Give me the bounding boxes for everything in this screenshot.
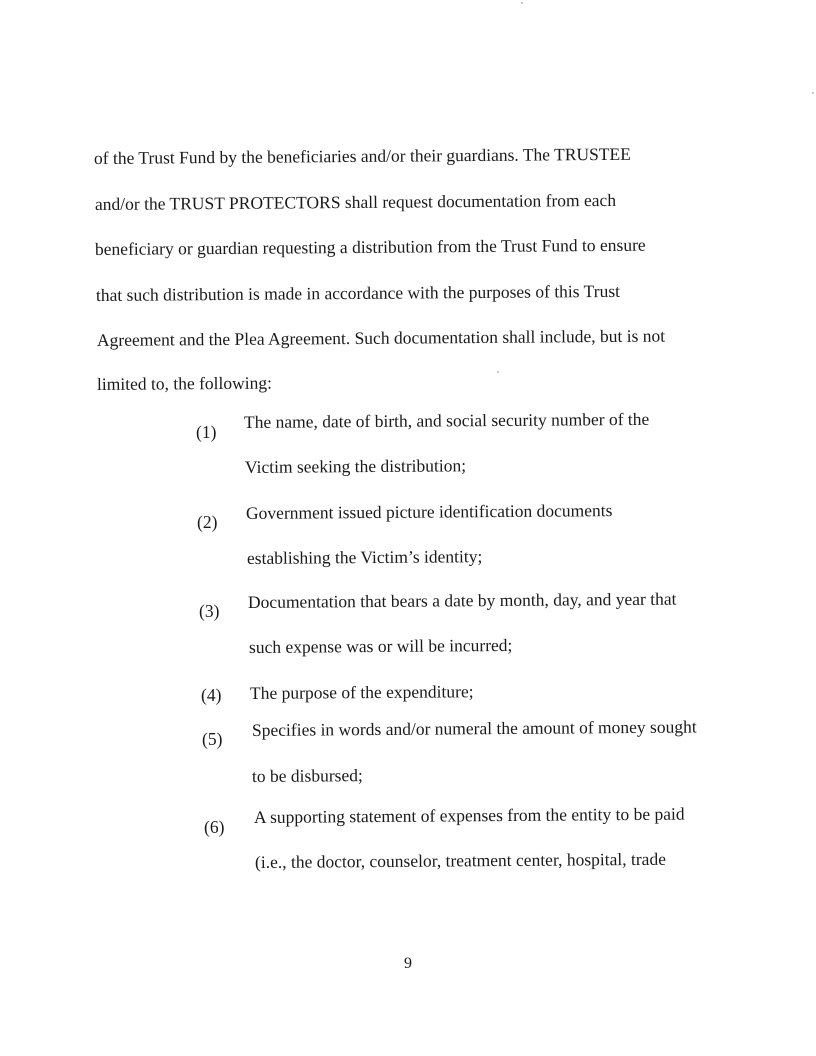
- list-item-number: (4): [201, 685, 222, 705]
- list-item-line: Specifies in words and/or numeral the amount of money sought: [251, 716, 697, 740]
- scan-speck: [521, 2, 523, 4]
- list-item-line: establishing the Victim’s identity;: [246, 546, 483, 568]
- body-line: and/or the TRUST PROTECTORS shall request documentation from each: [94, 189, 617, 214]
- list-item-number: (2): [197, 512, 218, 532]
- body-line: limited to, the following:: [96, 372, 273, 394]
- list-item-number: (6): [204, 817, 225, 837]
- list-item-line: The name, date of birth, and social security number of the: [243, 408, 650, 432]
- list-item-line: (i.e., the doctor, counselor, treatment center, hospital, trade: [254, 848, 666, 872]
- body-line: of the Trust Fund by the beneficiaries and/or their guardians. The TRUSTEE: [93, 143, 631, 168]
- list-item-number: (3): [199, 601, 220, 621]
- list-item-line: The purpose of the expenditure;: [249, 681, 474, 703]
- list-item-number: (5): [202, 729, 223, 749]
- list-item-line: Victim seeking the distribution;: [244, 455, 467, 477]
- list-item-number: (1): [196, 422, 217, 442]
- body-line: that such distribution is made in accordance with the purposes of this Trust: [95, 280, 621, 305]
- scan-speck: [812, 92, 814, 94]
- scan-speck: [497, 371, 499, 373]
- list-item-line: Documentation that bears a date by month, day, and year that: [247, 588, 677, 612]
- body-line: beneficiary or guardian requesting a distribution from the Trust Fund to ensure: [94, 234, 646, 259]
- list-item-line: A supporting statement of expenses from the entity to be paid: [253, 803, 685, 827]
- list-item-line: to be disbursed;: [251, 765, 363, 786]
- page-number: 9: [404, 955, 412, 972]
- body-line: Agreement and the Plea Agreement. Such documentation shall include, but is not: [96, 325, 666, 350]
- list-item-line: Government issued picture identification documents: [245, 500, 613, 523]
- list-item-line: such expense was or will be incurred;: [248, 634, 513, 657]
